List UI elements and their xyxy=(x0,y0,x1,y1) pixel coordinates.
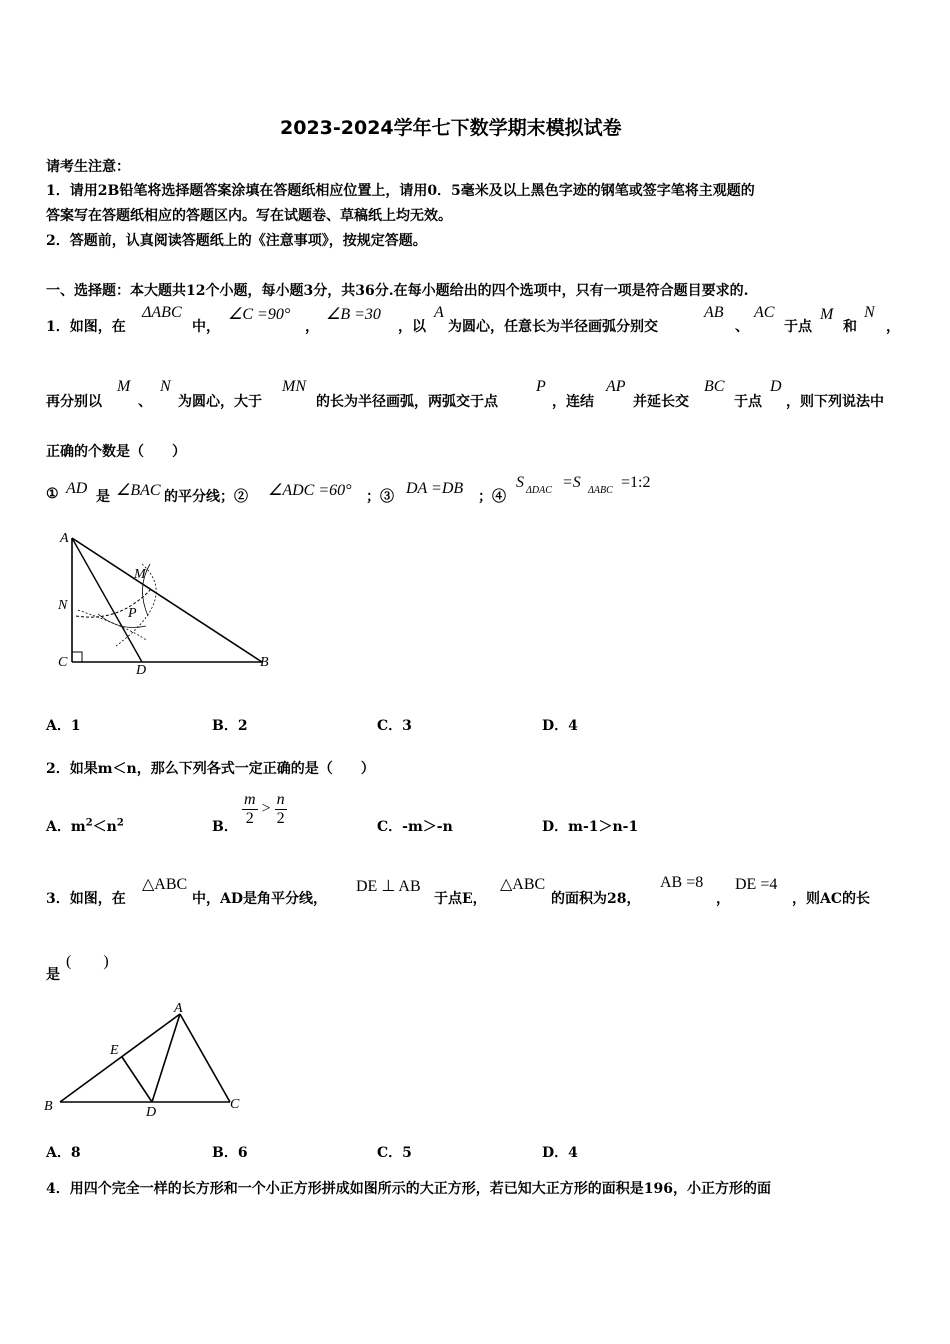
q3-option-b: B．6 xyxy=(212,1145,248,1161)
q1-math: ∠ADC =60° xyxy=(268,482,352,499)
label-A: A xyxy=(60,531,69,546)
label-C: C xyxy=(230,1097,240,1112)
q3-text: 的面积为28， xyxy=(551,891,641,907)
q1-text: 的平分线；② xyxy=(164,489,248,505)
q3-option-d: D．4 xyxy=(542,1145,578,1161)
q3-math: AB =8 xyxy=(660,874,704,891)
q1-math: N xyxy=(864,304,875,321)
q1-text: 为圆心，任意长为半径画弧分别交 xyxy=(448,319,658,335)
q1-math: ∠B =30 xyxy=(326,306,381,323)
q3-math: △ABC xyxy=(142,876,188,893)
notice-line-3: 2．答题前，认真阅读答题纸上的《注意事项》，按规定答题。 xyxy=(46,233,427,249)
q3-text: 于点E， xyxy=(434,891,487,907)
q2-option-a xyxy=(46,816,124,836)
q2-option-a-exp2: 2 xyxy=(116,817,124,829)
q1-text: ， xyxy=(305,319,319,335)
q1-math: D xyxy=(770,378,782,395)
q2-option-b xyxy=(212,816,238,836)
q1-math: AC xyxy=(754,304,775,321)
q3-line-2: 是 xyxy=(46,967,60,983)
notice-line-2: 答案写在答题纸相应的答题区内。写在试题卷、草稿纸上均无效。 xyxy=(46,208,452,224)
q2-option-a-lt: ＜ xyxy=(92,819,107,835)
q1-text: 的长为半径画弧，两弧交于点 xyxy=(316,394,498,410)
q1-line-3: 正确的个数是（ ） xyxy=(46,444,186,460)
q1-math: M xyxy=(820,306,834,323)
q2-option-b-letter: B． xyxy=(212,819,238,835)
q1-text: 并延长交 xyxy=(633,394,689,410)
q3-option-c: C．5 xyxy=(377,1145,412,1161)
q2-stem: 2．如果m＜n，那么下列各式一定正确的是（ ） xyxy=(46,761,375,777)
q1-math: M xyxy=(117,378,131,395)
q1-text: 、 xyxy=(138,394,152,410)
notice-heading: 请考生注意： xyxy=(46,159,130,175)
q1-math: AD xyxy=(66,480,88,497)
label-P: P xyxy=(128,606,137,621)
q1-text: ① xyxy=(46,486,59,502)
q1-option-c: C．3 xyxy=(377,718,412,734)
q3-text: 中，AD是角平分线， xyxy=(192,891,328,907)
q1-math: P xyxy=(536,378,546,395)
q2-option-a-base2: n xyxy=(106,819,117,835)
q2-option-b-gt: > xyxy=(261,800,271,818)
q1-text: 、 xyxy=(735,319,749,335)
q1-option-b: B．2 xyxy=(212,718,248,734)
q1-text: ；④ xyxy=(478,489,506,505)
q3-math: DE =4 xyxy=(735,876,778,893)
label-A: A xyxy=(174,1001,183,1016)
q1-math: =1:2 xyxy=(621,474,651,491)
notice-line-1: 1．请用2B铅笔将选择题答案涂填在答题纸相应位置上，请用0．5毫米及以上黑色字迹的钢笔或签字笔将主观题的 xyxy=(46,183,755,199)
q3-text: 3．如图，在 xyxy=(46,891,126,907)
q1-text: 再分别以 xyxy=(46,394,102,410)
q1-text: ，连结 xyxy=(552,394,594,410)
q1-option-d: D．4 xyxy=(542,718,578,734)
q1-text: 为圆心，大于 xyxy=(178,394,262,410)
q1-option-a: A．1 xyxy=(46,718,81,734)
fraction-denominator: 2 xyxy=(276,810,285,827)
label-D: D xyxy=(146,1105,157,1120)
section-heading: 一、选择题：本大题共12个小题，每小题3分，共36分.在每小题给出的四个选项中，只有一项是符合题目要求的. xyxy=(46,283,749,299)
q1-text: 于点 xyxy=(734,394,762,410)
q2-option-c: C．-m＞-n xyxy=(377,819,453,835)
fraction-denominator: 2 xyxy=(245,810,254,827)
q1-text: 中， xyxy=(192,319,220,335)
q2-option-b-math xyxy=(242,791,287,828)
q1-text: ；③ xyxy=(366,489,394,505)
q1-math: DA =DB xyxy=(406,480,464,497)
q1-math: ΔABC xyxy=(142,304,182,321)
q1-math-sub: ΔABC xyxy=(588,485,613,496)
q3-figure xyxy=(40,1000,250,1122)
q1-text: ，则下列说法中 xyxy=(786,394,884,410)
q2-option-a-exp1: 2 xyxy=(85,817,93,829)
q1-math: =S xyxy=(562,474,581,491)
q1-text: 1．如图，在 xyxy=(46,319,126,335)
q1-text: ，以 xyxy=(398,319,426,335)
q3-math: DE ⊥ AB xyxy=(356,878,421,895)
q1-math-sub: ΔDAC xyxy=(526,485,552,496)
q4-stem: 4．用四个完全一样的长方形和一个小正方形拼成如图所示的大正方形，若已知大正方形的面积是196，小正方形的面 xyxy=(46,1181,771,1197)
q1-math: AB xyxy=(704,304,724,321)
q3-math: △ABC xyxy=(500,876,546,893)
fraction-numerator: m xyxy=(244,791,256,808)
q1-math: A xyxy=(434,304,444,321)
fraction xyxy=(242,791,258,828)
label-M: M xyxy=(134,567,146,582)
q1-math: BC xyxy=(704,378,725,395)
label-E: E xyxy=(110,1043,119,1058)
q3-text: ，则AC的长 xyxy=(792,891,871,907)
label-N: N xyxy=(58,598,68,613)
q3-option-a: A．8 xyxy=(46,1145,81,1161)
q1-math: AP xyxy=(606,378,626,395)
label-B: B xyxy=(44,1099,53,1114)
q2-option-a-base1: m xyxy=(70,819,86,835)
q1-text: 和 xyxy=(843,319,857,335)
q2-option-d: D．m-1＞n-1 xyxy=(542,819,639,835)
q1-text: ， xyxy=(886,319,900,335)
label-D: D xyxy=(136,663,147,678)
q3-text: ， xyxy=(716,891,730,907)
q1-figure xyxy=(50,528,280,680)
q1-math: S xyxy=(516,474,524,491)
fraction xyxy=(275,791,287,828)
fraction-numerator: n xyxy=(276,791,285,808)
q1-text: 是 xyxy=(96,489,110,505)
q2-option-a-letter: A． xyxy=(46,819,71,835)
q1-math: N xyxy=(160,378,171,395)
q3-answer-blank: ( ) xyxy=(66,953,109,970)
q1-math: ∠C =90° xyxy=(228,306,291,323)
q1-math: ∠BAC xyxy=(116,482,161,499)
q1-text: 于点 xyxy=(784,319,812,335)
label-B: B xyxy=(260,655,269,670)
page-title: 2023-2024学年七下数学期末模拟试卷 xyxy=(280,117,622,139)
label-C: C xyxy=(58,655,68,670)
q1-math: MN xyxy=(282,378,306,395)
